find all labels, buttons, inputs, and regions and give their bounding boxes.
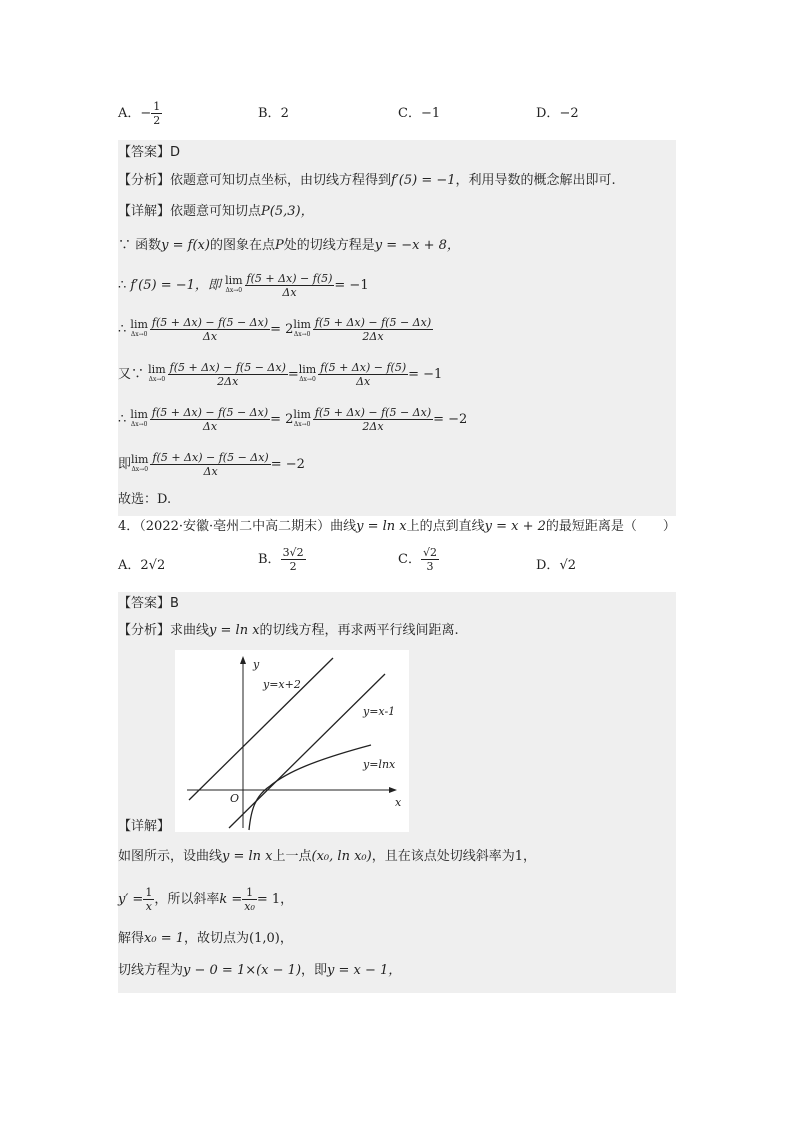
option-value: −1 [420,106,441,121]
fraction [245,272,335,299]
lim-sub: Δx→0 [130,420,148,428]
fraction [242,886,257,913]
expr: f′(5) = −1，即 [130,278,221,293]
option-sign: − [140,106,152,121]
label-line-1: y=x+2 [263,678,301,691]
expr: y = x + 2 [484,519,546,534]
answer-line: 【答案】B [118,596,179,611]
expr: = −1 [334,278,369,293]
text: 解得 [118,931,145,946]
lim-word: lim [148,362,166,376]
reason-line-1 [118,236,676,256]
detail-line-4 [118,961,676,981]
expr: y′ = [118,892,144,907]
text: ，即 [301,963,328,978]
expr: y = −x + 8， [374,238,460,253]
analysis-line [118,171,676,191]
limit [130,317,148,340]
therefore: ∴ [118,322,127,337]
text: 的图象在点 [209,238,275,253]
text: 处的切线方程是 [283,238,375,253]
detail-line-2 [118,886,676,913]
option-b [258,104,289,124]
analysis-line [118,621,676,641]
option-label: C． [398,106,421,121]
denominator: Δx [356,375,371,388]
option-label: B． [258,552,281,567]
limit [293,317,311,340]
detail-line-3 [118,929,676,949]
numerator: 1 [242,886,257,900]
denominator: Δx [282,286,297,299]
y-axis-arrow [240,656,246,664]
limit [298,362,317,385]
x-axis-arrow [389,787,397,793]
analysis-head: 【分析】 [118,173,171,188]
label-line-2: y=x-1 [363,705,396,718]
option-value: √2 [559,558,576,573]
fraction [150,451,270,478]
lim-word: lim [293,407,311,421]
option-d [536,104,579,124]
analysis-text: 依题意可知切点坐标，由切线方程得到 [170,173,392,188]
analysis-text: 求曲线 [170,623,210,638]
detail-text: 依题意可知切点 [170,204,262,219]
line-y-x-plus-2 [189,658,333,800]
numerator: 1 [145,886,153,899]
lim-word: lim [131,452,149,466]
numerator: √2 [422,546,437,559]
text: ∵ 函数 [118,238,162,253]
fraction [313,406,433,433]
expr: P [274,238,284,253]
analysis-expr: y = ln x [209,623,260,638]
lim-word: lim [130,317,148,331]
label-y: y [253,658,260,671]
denominator: 3 [426,560,434,573]
fraction [151,100,162,127]
numerator: f(5 + Δx) − f(5) [320,361,407,374]
numerator: f(5 + Δx) − f(5 − Δx) [314,316,432,329]
expr: = 2 [270,322,294,337]
analysis-expr: f′(5) = −1 [391,173,456,188]
text: 上的点到直线 [406,519,485,534]
numerator: f(5 + Δx) − f(5) [246,272,333,285]
fraction [150,316,270,343]
option-label: D． [536,558,560,573]
denominator: 2 [289,560,297,573]
fraction [281,546,306,573]
lim-sub: Δx→0 [225,286,243,294]
also-because: 又∵ [118,367,145,382]
text: ，且在该点处切线斜率为 [371,849,515,864]
text: ，故切点为 [184,931,250,946]
detail-line-1 [118,847,676,867]
analysis-text: ，利用导数的概念解出即可. [455,173,616,188]
denominator: 2Δx [362,330,384,343]
detail-head: 【详解】 [118,204,171,219]
option-d [536,556,576,576]
expr: = −2 [433,412,468,427]
expr: y = f(x) [161,238,210,253]
limit [148,362,166,385]
text: 上一点 [272,849,312,864]
fraction [150,406,270,433]
lim-sub: Δx→0 [293,330,311,338]
denominator: Δx [203,465,218,478]
expr: y = ln x [356,519,407,534]
numerator: 1 [153,100,161,113]
lim-sub: Δx→0 [131,465,149,473]
therefore: ∴ [118,278,127,293]
graph-svg [175,650,409,832]
reason-line-3 [118,316,676,343]
denominator: x [145,900,152,913]
expr: = 2 [270,412,294,427]
fraction [143,886,154,913]
analysis-head: 【分析】 [118,623,171,638]
limit [225,273,243,296]
option-label: C． [398,552,421,567]
fraction [313,316,433,343]
numerator: f(5 + Δx) − f(5 − Δx) [314,406,432,419]
fraction [421,546,439,573]
expr: (x₀, ln x₀) [311,849,372,864]
limit [131,452,149,475]
lim-sub: Δx→0 [293,420,311,428]
option-a [118,556,165,576]
expr: k = [219,892,243,907]
option-c [398,104,440,124]
fraction [168,361,288,388]
reason-line-5 [118,406,676,433]
lim-word: lim [298,362,317,376]
text: 4．（2022·安徽·亳州二中高二期末）曲线 [118,519,357,534]
line-y-x-minus-1 [229,674,385,828]
expr: = [287,367,299,382]
numerator: f(5 + Δx) − f(5 − Δx) [152,451,269,464]
graph-figure [175,650,409,832]
option-b [258,546,306,573]
denominator: 2 [153,114,161,127]
denominator: Δx [202,330,218,343]
expr: = −2 [270,457,305,472]
option-label: A． [118,106,141,121]
option-label: B． [258,106,281,121]
expr: = −1 [408,367,443,382]
expr: (1,0)， [249,931,293,946]
text: ，所以斜率 [154,892,220,907]
numerator: f(5 + Δx) − f(5 − Δx) [151,316,269,329]
option-label: D． [536,106,560,121]
expr: = 1， [256,892,294,907]
expr: 1， [514,849,536,864]
numerator: f(5 + Δx) − f(5 − Δx) [151,406,269,419]
denominator: 2Δx [217,375,239,388]
reason-line-6 [118,451,676,478]
denominator: Δx [202,420,218,433]
option-label: A． [118,558,141,573]
detail-line [118,202,676,222]
option-a [118,100,162,127]
lim-word: lim [293,317,311,331]
expr: y = ln x [222,849,273,864]
text: 切线方程为 [118,963,184,978]
lim-sub: Δx→0 [299,375,316,383]
option-value: 2 [280,106,289,121]
option-value: 2√2 [140,558,166,573]
therefore: ∴ [118,412,127,427]
option-c [398,546,439,573]
expr: y − 0 = 1×(x − 1) [183,963,302,978]
detail-head: 【详解】 [118,819,171,834]
text: 即 [118,457,132,472]
numerator: f(5 + Δx) − f(5 − Δx) [169,361,286,374]
limit [293,407,311,430]
label-x: x [395,796,402,809]
conclusion-line: 故选：D. [118,492,172,507]
denominator: 2Δx [362,420,384,433]
reason-line-2 [118,272,676,299]
reason-line-4 [118,361,676,388]
label-origin: O [230,792,240,805]
question-4-stem [118,517,678,537]
label-curve: y=lnx [363,758,396,771]
text: 的最短距离是（ ） [545,519,676,534]
detail-point: P(5,3)， [261,204,314,219]
text: 如图所示，设曲线 [118,849,223,864]
option-value: −2 [559,106,579,121]
fraction [318,361,408,388]
lim-word: lim [225,273,243,287]
numerator: 3√2 [282,546,304,559]
answer-line: 【答案】D [118,145,181,160]
analysis-text: 的切线方程，再求两平行线间距离. [259,623,459,638]
denominator: x₀ [244,900,255,913]
lim-word: lim [130,407,148,421]
expr: y = x − 1， [327,963,402,978]
lim-sub: Δx→0 [130,330,148,338]
expr: x₀ = 1 [144,931,184,946]
lim-sub: Δx→0 [148,375,166,383]
limit [130,407,148,430]
